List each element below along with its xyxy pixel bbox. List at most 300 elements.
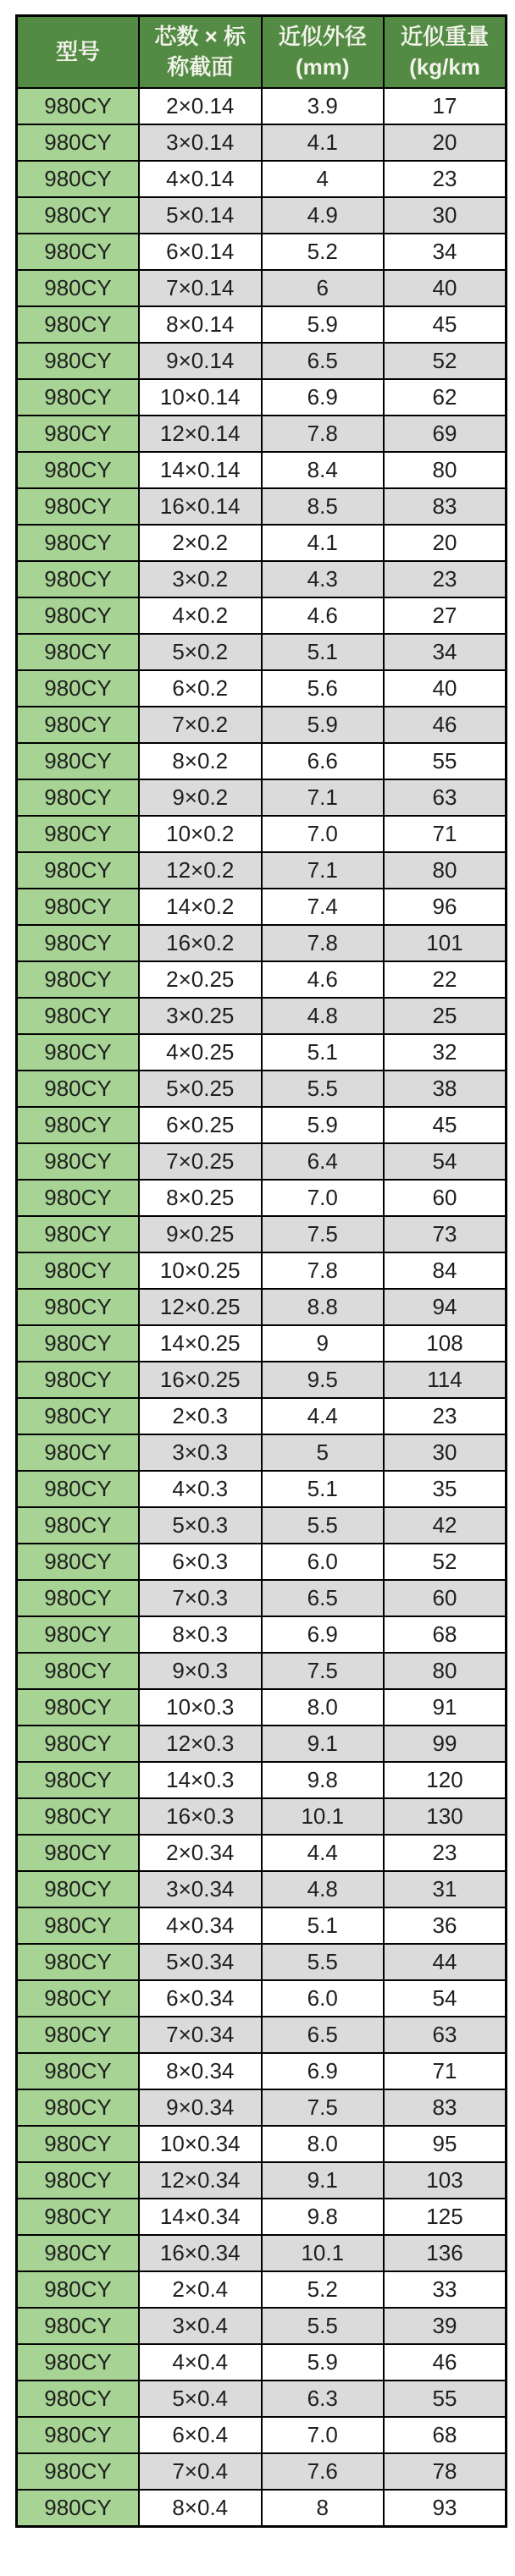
table-row: [17, 1143, 507, 1180]
od-cell: 7.5: [262, 1653, 385, 1689]
weight-cell: 130: [384, 1798, 507, 1835]
od-cell: 5.9: [262, 707, 385, 743]
table-row: [17, 1289, 507, 1325]
model-cell: 980CY: [17, 1762, 140, 1798]
spec-cell: 16×0.2: [139, 925, 262, 961]
spec-cell: 14×0.2: [139, 889, 262, 925]
model-cell: 980CY: [17, 634, 140, 670]
table-row: [17, 2053, 507, 2089]
table-row: [17, 2381, 507, 2417]
weight-cell: 93: [384, 2490, 507, 2527]
weight-cell: 27: [384, 597, 507, 634]
col-header-model-label: 型号: [55, 38, 100, 64]
spec-cell: 8×0.34: [139, 2053, 262, 2089]
spec-cell: 7×0.3: [139, 1580, 262, 1616]
spec-cell: 4×0.4: [139, 2344, 262, 2381]
spec-cell: 5×0.14: [139, 197, 262, 234]
weight-cell: 32: [384, 1034, 507, 1071]
od-cell: 5.9: [262, 1107, 385, 1143]
weight-cell: 60: [384, 1180, 507, 1216]
spec-cell: 2×0.14: [139, 88, 262, 124]
model-cell: 980CY: [17, 2271, 140, 2308]
model-cell: 980CY: [17, 1143, 140, 1180]
table-row: [17, 234, 507, 270]
table-row: [17, 1944, 507, 1980]
weight-cell: 34: [384, 234, 507, 270]
od-cell: 4.4: [262, 1835, 385, 1871]
model-cell: 980CY: [17, 2053, 140, 2089]
spec-cell: 2×0.3: [139, 1398, 262, 1434]
model-cell: 980CY: [17, 889, 140, 925]
table-row: [17, 124, 507, 161]
weight-cell: 36: [384, 1907, 507, 1944]
model-cell: 980CY: [17, 1544, 140, 1580]
model-cell: 980CY: [17, 1034, 140, 1071]
weight-cell: 62: [384, 379, 507, 416]
table-row: [17, 1071, 507, 1107]
model-cell: 980CY: [17, 2381, 140, 2417]
weight-cell: 68: [384, 1616, 507, 1653]
spec-cell: 12×0.25: [139, 1289, 262, 1325]
weight-cell: 34: [384, 634, 507, 670]
model-cell: 980CY: [17, 2453, 140, 2490]
table-row: [17, 1762, 507, 1798]
model-cell: 980CY: [17, 1325, 140, 1362]
od-cell: 7.1: [262, 852, 385, 889]
od-cell: 7.0: [262, 816, 385, 852]
model-cell: 980CY: [17, 852, 140, 889]
col-header-spec-label-line1: 芯数 × 标: [154, 24, 246, 50]
table-row: [17, 2017, 507, 2053]
spec-cell: 16×0.34: [139, 2235, 262, 2271]
spec-cell: 3×0.4: [139, 2308, 262, 2344]
weight-cell: 55: [384, 743, 507, 779]
model-cell: 980CY: [17, 1289, 140, 1325]
od-cell: 6.5: [262, 2017, 385, 2053]
od-cell: 8.0: [262, 2126, 385, 2162]
spec-cell: 14×0.3: [139, 1762, 262, 1798]
spec-cell: 6×0.4: [139, 2417, 262, 2453]
od-cell: 6.5: [262, 343, 385, 379]
table-row: [17, 1616, 507, 1653]
weight-cell: 71: [384, 2053, 507, 2089]
table-row: [17, 2344, 507, 2381]
table-row: [17, 1798, 507, 1835]
od-cell: 4.1: [262, 525, 385, 561]
col-header-od-label-line2: (mm): [295, 53, 350, 80]
spec-cell: 4×0.34: [139, 1907, 262, 1944]
od-cell: 3.9: [262, 88, 385, 124]
weight-cell: 83: [384, 2089, 507, 2126]
table-row: [17, 525, 507, 561]
model-cell: 980CY: [17, 1362, 140, 1398]
weight-cell: 52: [384, 343, 507, 379]
weight-cell: 40: [384, 670, 507, 707]
weight-cell: 52: [384, 1544, 507, 1580]
od-cell: 7.5: [262, 2089, 385, 2126]
od-cell: 5.1: [262, 1907, 385, 1944]
spec-cell: 16×0.25: [139, 1362, 262, 1398]
od-cell: 8.4: [262, 452, 385, 488]
od-cell: 6.9: [262, 2053, 385, 2089]
od-cell: 4: [262, 161, 385, 197]
table-row: [17, 2453, 507, 2490]
weight-cell: 96: [384, 889, 507, 925]
spec-cell: 4×0.3: [139, 1471, 262, 1507]
od-cell: 5.5: [262, 1071, 385, 1107]
spec-cell: 5×0.34: [139, 1944, 262, 1980]
weight-cell: 125: [384, 2199, 507, 2235]
od-cell: 9: [262, 1325, 385, 1362]
table-row: [17, 597, 507, 634]
spec-cell: 8×0.25: [139, 1180, 262, 1216]
od-cell: 6: [262, 270, 385, 306]
weight-cell: 23: [384, 561, 507, 597]
od-cell: 4.6: [262, 961, 385, 998]
spec-cell: 12×0.14: [139, 416, 262, 452]
od-cell: 4.8: [262, 998, 385, 1034]
model-cell: 980CY: [17, 1398, 140, 1434]
spec-cell: 3×0.34: [139, 1871, 262, 1907]
spec-cell: 12×0.3: [139, 1726, 262, 1762]
weight-cell: 39: [384, 2308, 507, 2344]
model-cell: 980CY: [17, 2126, 140, 2162]
weight-cell: 83: [384, 488, 507, 525]
od-cell: 5.1: [262, 1471, 385, 1507]
spec-cell: 5×0.2: [139, 634, 262, 670]
table-row: [17, 1726, 507, 1762]
weight-cell: 68: [384, 2417, 507, 2453]
od-cell: 10.1: [262, 1798, 385, 1835]
table-row: [17, 1216, 507, 1252]
table-row: [17, 270, 507, 306]
weight-cell: 136: [384, 2235, 507, 2271]
model-cell: 980CY: [17, 1798, 140, 1835]
spec-cell: 7×0.34: [139, 2017, 262, 2053]
table-row: [17, 1107, 507, 1143]
col-header-model: [17, 16, 140, 89]
spec-cell: 3×0.3: [139, 1434, 262, 1471]
weight-cell: 101: [384, 925, 507, 961]
weight-cell: 80: [384, 852, 507, 889]
model-cell: 980CY: [17, 161, 140, 197]
od-cell: 5.2: [262, 2271, 385, 2308]
spec-cell: 8×0.4: [139, 2490, 262, 2527]
table-row: [17, 2271, 507, 2308]
table-row: [17, 925, 507, 961]
od-cell: 5.9: [262, 306, 385, 343]
col-header-weight: [384, 16, 507, 89]
spec-cell: 9×0.2: [139, 779, 262, 816]
spec-cell: 16×0.3: [139, 1798, 262, 1835]
weight-cell: 69: [384, 416, 507, 452]
table-row: [17, 488, 507, 525]
od-cell: 5: [262, 1434, 385, 1471]
table-row: [17, 416, 507, 452]
model-cell: 980CY: [17, 2417, 140, 2453]
model-cell: 980CY: [17, 1507, 140, 1544]
spec-cell: 3×0.25: [139, 998, 262, 1034]
col-header-od-label-line1: 近似外径: [278, 24, 367, 50]
model-cell: 980CY: [17, 1216, 140, 1252]
model-cell: 980CY: [17, 707, 140, 743]
model-cell: 980CY: [17, 998, 140, 1034]
model-cell: 980CY: [17, 2162, 140, 2199]
weight-cell: 91: [384, 1689, 507, 1726]
table-row: [17, 1034, 507, 1071]
col-header-spec: [139, 16, 262, 89]
weight-cell: 23: [384, 1835, 507, 1871]
weight-cell: 25: [384, 998, 507, 1034]
spec-cell: 10×0.34: [139, 2126, 262, 2162]
spec-cell: 10×0.14: [139, 379, 262, 416]
weight-cell: 33: [384, 2271, 507, 2308]
od-cell: 9.5: [262, 1362, 385, 1398]
table-row: [17, 2126, 507, 2162]
spec-cell: 5×0.3: [139, 1507, 262, 1544]
table-row: [17, 1835, 507, 1871]
od-cell: 6.5: [262, 1580, 385, 1616]
table-row: [17, 779, 507, 816]
table-row: [17, 88, 507, 124]
model-cell: 980CY: [17, 2490, 140, 2527]
table-row: [17, 1653, 507, 1689]
model-cell: 980CY: [17, 343, 140, 379]
model-cell: 980CY: [17, 1434, 140, 1471]
table-row: [17, 379, 507, 416]
weight-cell: 80: [384, 1653, 507, 1689]
od-cell: 8.0: [262, 1689, 385, 1726]
weight-cell: 73: [384, 1216, 507, 1252]
od-cell: 5.5: [262, 1944, 385, 1980]
spec-cell: 2×0.34: [139, 1835, 262, 1871]
od-cell: 7.8: [262, 416, 385, 452]
model-cell: 980CY: [17, 270, 140, 306]
model-cell: 980CY: [17, 779, 140, 816]
spec-cell: 4×0.14: [139, 161, 262, 197]
model-cell: 980CY: [17, 561, 140, 597]
weight-cell: 40: [384, 270, 507, 306]
table-row: [17, 1507, 507, 1544]
weight-cell: 45: [384, 306, 507, 343]
spec-cell: 7×0.25: [139, 1143, 262, 1180]
od-cell: 8.5: [262, 488, 385, 525]
table-row: [17, 1471, 507, 1507]
od-cell: 5.9: [262, 2344, 385, 2381]
model-cell: 980CY: [17, 2199, 140, 2235]
table-row: [17, 852, 507, 889]
spec-cell: 14×0.25: [139, 1325, 262, 1362]
col-header-spec-label-line2: 称截面: [167, 53, 234, 80]
weight-cell: 23: [384, 161, 507, 197]
weight-cell: 17: [384, 88, 507, 124]
spec-cell: 10×0.3: [139, 1689, 262, 1726]
table-row: [17, 2308, 507, 2344]
weight-cell: 99: [384, 1726, 507, 1762]
od-cell: 7.5: [262, 1216, 385, 1252]
od-cell: 7.8: [262, 1252, 385, 1289]
weight-cell: 71: [384, 816, 507, 852]
table-row: [17, 306, 507, 343]
weight-cell: 54: [384, 1980, 507, 2017]
table-row: [17, 1580, 507, 1616]
spec-cell: 9×0.3: [139, 1653, 262, 1689]
od-cell: 7.0: [262, 1180, 385, 1216]
od-cell: 7.0: [262, 2417, 385, 2453]
spec-cell: 4×0.25: [139, 1034, 262, 1071]
od-cell: 6.9: [262, 1616, 385, 1653]
spec-cell: 3×0.14: [139, 124, 262, 161]
spec-cell: 10×0.25: [139, 1252, 262, 1289]
table-row: [17, 707, 507, 743]
weight-cell: 78: [384, 2453, 507, 2490]
table-body: [17, 88, 507, 2527]
model-cell: 980CY: [17, 1471, 140, 1507]
table-row: [17, 1434, 507, 1471]
model-cell: 980CY: [17, 1252, 140, 1289]
spec-cell: 3×0.2: [139, 561, 262, 597]
weight-cell: 84: [384, 1252, 507, 1289]
od-cell: 5.2: [262, 234, 385, 270]
table-row: [17, 998, 507, 1034]
spec-cell: 2×0.25: [139, 961, 262, 998]
weight-cell: 80: [384, 452, 507, 488]
od-cell: 5.5: [262, 1507, 385, 1544]
weight-cell: 60: [384, 1580, 507, 1616]
table-row: [17, 1871, 507, 1907]
model-cell: 980CY: [17, 925, 140, 961]
spec-cell: 8×0.3: [139, 1616, 262, 1653]
table-row: [17, 1689, 507, 1726]
weight-cell: 31: [384, 1871, 507, 1907]
table-row: [17, 2417, 507, 2453]
spec-cell: 9×0.34: [139, 2089, 262, 2126]
spec-cell: 5×0.4: [139, 2381, 262, 2417]
table-row: [17, 670, 507, 707]
weight-cell: 94: [384, 1289, 507, 1325]
od-cell: 7.4: [262, 889, 385, 925]
table-row: [17, 1907, 507, 1944]
model-cell: 980CY: [17, 1580, 140, 1616]
model-cell: 980CY: [17, 88, 140, 124]
weight-cell: 63: [384, 779, 507, 816]
od-cell: 4.9: [262, 197, 385, 234]
weight-cell: 46: [384, 2344, 507, 2381]
weight-cell: 54: [384, 1143, 507, 1180]
model-cell: 980CY: [17, 488, 140, 525]
model-cell: 980CY: [17, 1944, 140, 1980]
od-cell: 4.4: [262, 1398, 385, 1434]
cable-spec-table: [15, 14, 507, 2528]
model-cell: 980CY: [17, 452, 140, 488]
table-row: [17, 452, 507, 488]
model-cell: 980CY: [17, 197, 140, 234]
od-cell: 9.1: [262, 2162, 385, 2199]
spec-cell: 6×0.14: [139, 234, 262, 270]
table-header: [17, 16, 507, 89]
weight-cell: 23: [384, 1398, 507, 1434]
model-cell: 980CY: [17, 961, 140, 998]
model-cell: 980CY: [17, 1726, 140, 1762]
col-header-od: [262, 16, 385, 89]
table-row: [17, 743, 507, 779]
model-cell: 980CY: [17, 1071, 140, 1107]
table-row: [17, 1544, 507, 1580]
table-row: [17, 889, 507, 925]
od-cell: 9.8: [262, 1762, 385, 1798]
od-cell: 4.1: [262, 124, 385, 161]
table-row: [17, 2490, 507, 2527]
weight-cell: 45: [384, 1107, 507, 1143]
spec-cell: 6×0.25: [139, 1107, 262, 1143]
od-cell: 6.0: [262, 1544, 385, 1580]
col-header-weight-label-line2: (kg/km: [409, 53, 480, 80]
spec-cell: 8×0.2: [139, 743, 262, 779]
table-row: [17, 2089, 507, 2126]
weight-cell: 20: [384, 124, 507, 161]
table-row: [17, 816, 507, 852]
weight-cell: 35: [384, 1471, 507, 1507]
od-cell: 6.4: [262, 1143, 385, 1180]
spec-cell: 10×0.2: [139, 816, 262, 852]
weight-cell: 20: [384, 525, 507, 561]
model-cell: 980CY: [17, 1653, 140, 1689]
table-row: [17, 161, 507, 197]
table-row: [17, 1325, 507, 1362]
spec-cell: 9×0.25: [139, 1216, 262, 1252]
table-row: [17, 1362, 507, 1398]
weight-cell: 63: [384, 2017, 507, 2053]
model-cell: 980CY: [17, 234, 140, 270]
spec-cell: 2×0.2: [139, 525, 262, 561]
header-row: [17, 16, 507, 89]
table-row: [17, 2162, 507, 2199]
weight-cell: 108: [384, 1325, 507, 1362]
spec-cell: 2×0.4: [139, 2271, 262, 2308]
od-cell: 10.1: [262, 2235, 385, 2271]
table-row: [17, 1398, 507, 1434]
table-row: [17, 1180, 507, 1216]
spec-cell: 16×0.14: [139, 488, 262, 525]
table-row: [17, 2199, 507, 2235]
model-cell: 980CY: [17, 1616, 140, 1653]
col-header-weight-label-line1: 近似重量: [400, 24, 489, 50]
spec-cell: 7×0.2: [139, 707, 262, 743]
model-cell: 980CY: [17, 306, 140, 343]
weight-cell: 30: [384, 1434, 507, 1471]
model-cell: 980CY: [17, 124, 140, 161]
spec-cell: 12×0.34: [139, 2162, 262, 2199]
weight-cell: 95: [384, 2126, 507, 2162]
model-cell: 980CY: [17, 2308, 140, 2344]
weight-cell: 103: [384, 2162, 507, 2199]
table-row: [17, 1980, 507, 2017]
spec-cell: 7×0.14: [139, 270, 262, 306]
table-row: [17, 197, 507, 234]
weight-cell: 44: [384, 1944, 507, 1980]
weight-cell: 114: [384, 1362, 507, 1398]
table-row: [17, 2235, 507, 2271]
od-cell: 8: [262, 2490, 385, 2527]
od-cell: 5.1: [262, 634, 385, 670]
table-row: [17, 343, 507, 379]
od-cell: 6.9: [262, 379, 385, 416]
weight-cell: 46: [384, 707, 507, 743]
weight-cell: 38: [384, 1071, 507, 1107]
table-row: [17, 1252, 507, 1289]
table-row: [17, 634, 507, 670]
spec-cell: 14×0.34: [139, 2199, 262, 2235]
